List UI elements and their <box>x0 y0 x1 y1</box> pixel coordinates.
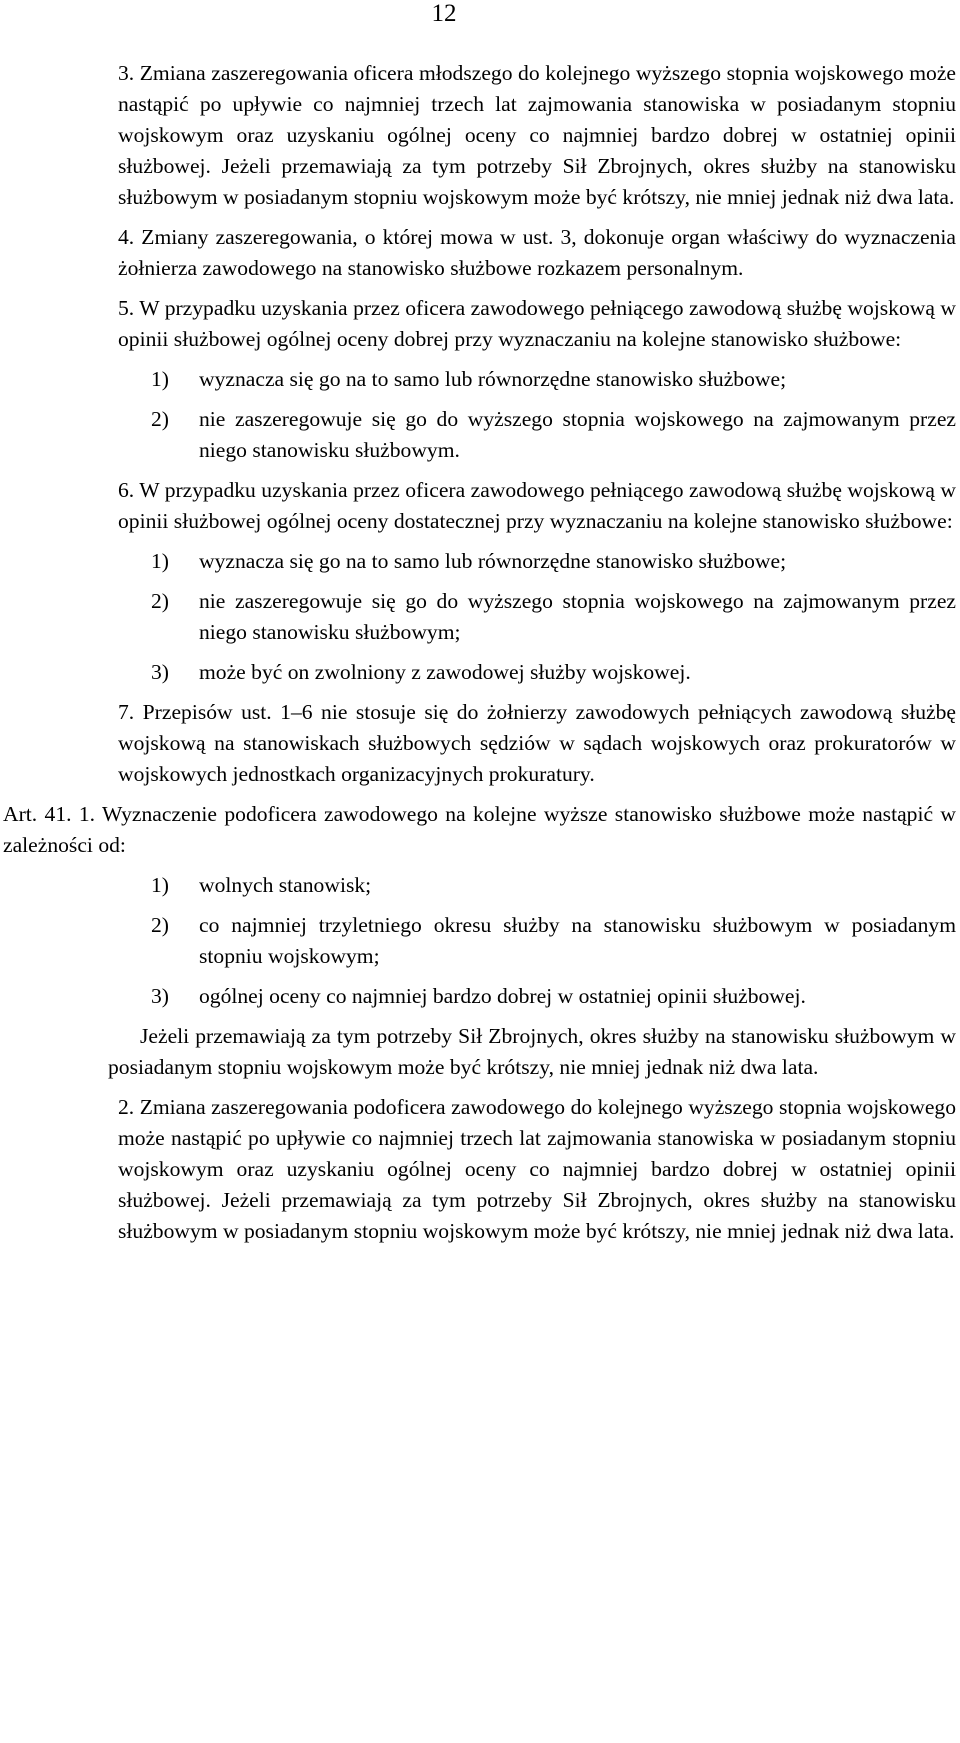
page-number: 12 <box>431 0 457 27</box>
document-body <box>3 58 956 1256</box>
paragraph-4: 4. Zmiany zaszeregowania, o której mowa w ust. 3, dokonuje organ właściwy do wyznaczenia żołnierza zawodowego na stanowisko służbowe rozkazem personalnym. <box>118 225 956 280</box>
list-item-number: 1) <box>151 367 169 391</box>
list-item <box>151 910 956 972</box>
article-41-paragraph-1-text: 1. Wyznaczenie podoficera zawodowego na kolejne wyższe stanowisko służbowe może nastąpić w zależności od: <box>3 802 956 857</box>
list-item-text: nie zaszeregowuje się go do wyższego stopnia wojskowego na zajmowanym przez niego stanowisku służbowym; <box>199 589 956 644</box>
list-item-number: 1) <box>151 549 169 573</box>
list-item-text: wyznacza się go na to samo lub równorzędne stanowisko służbowe; <box>199 367 787 391</box>
article-label: Art. 41. <box>3 802 72 826</box>
list-item <box>151 657 956 688</box>
list-item-number: 2) <box>151 589 169 613</box>
article-41-tail: Jeżeli przemawiają za tym potrzeby Sił Zbrojnych, okres służby na stanowisku służbowym w posiadanym stopniu wojskowym może być krótszy, nie mniej jednak niż dwa lata. <box>108 1024 956 1079</box>
list-item-number: 3) <box>151 984 169 1008</box>
article-41-list <box>151 870 956 1012</box>
list-item <box>151 364 956 395</box>
paragraph-7: 7. Przepisów ust. 1–6 nie stosuje się do żołnierzy zawodowych pełniących zawodową służbę wojskową na stanowiskach służbowych sędziów w sądach wojskowych oraz prokuratorów w wojskowych jednostkach organizacyjnych prokuratury. <box>118 700 956 786</box>
paragraph-5: 5. W przypadku uzyskania przez oficera zawodowego pełniącego zawodową służbę wojskową w opinii służbowej ogólnej oceny dobrej przy wyznaczaniu na kolejne stanowisko służbowe: <box>118 296 956 351</box>
list-item <box>151 981 956 1012</box>
list-item <box>151 870 956 901</box>
list-item-text: co najmniej trzyletniego okresu służby na stanowisku służbowym w posiadanym stopniu wojskowym; <box>199 913 956 968</box>
list-item-number: 1) <box>151 873 169 897</box>
list-item-text: nie zaszeregowuje się go do wyższego stopnia wojskowego na zajmowanym przez niego stanowisku służbowym. <box>199 407 956 462</box>
paragraph-6-list <box>151 546 956 688</box>
list-item-text: ogólnej oceny co najmniej bardzo dobrej w ostatniej opinii służbowej. <box>199 984 806 1008</box>
paragraph-5-list <box>151 364 956 466</box>
list-item <box>151 586 956 648</box>
paragraph-6: 6. W przypadku uzyskania przez oficera zawodowego pełniącego zawodową służbę wojskową w opinii służbowej ogólnej oceny dostatecznej przy wyznaczaniu na kolejne stanowisko służbowe: <box>118 478 956 533</box>
article-41-paragraph-2: 2. Zmiana zaszeregowania podoficera zawodowego do kolejnego wyższego stopnia wojskowego może nastąpić po upływie co najmniej trzech lat zajmowania stanowiska w posiadanym stopniu wojskowym oraz uzyskaniu ogólnej oceny co najmniej bardzo dobrej w ostatniej opinii służbowej. Jeżeli przemawiają za tym potrzeby Sił Zbrojnych, okres służby na stanowisku służbowym w posiadanym stopniu wojskowym może być krótszy, nie mniej jednak niż dwa lata. <box>118 1095 956 1243</box>
list-item-number: 2) <box>151 913 169 937</box>
article-41-paragraph-1 <box>3 799 956 861</box>
list-item-text: wyznacza się go na to samo lub równorzędne stanowisko służbowe; <box>199 549 787 573</box>
list-item-text: może być on zwolniony z zawodowej służby wojskowej. <box>199 660 691 684</box>
list-item-number: 2) <box>151 407 169 431</box>
list-item-text: wolnych stanowisk; <box>199 873 372 897</box>
list-item <box>151 404 956 466</box>
paragraph-3: 3. Zmiana zaszeregowania oficera młodszego do kolejnego wyższego stopnia wojskowego może nastąpić po upływie co najmniej trzech lat zajmowania stanowiska w posiadanym stopniu wojskowym oraz uzyskaniu ogólnej oceny co najmniej bardzo dobrej w ostatniej opinii służbowej. Jeżeli przemawiają za tym potrzeby Sił Zbrojnych, okres służby na stanowisku służbowym w posiadanym stopniu wojskowym może być krótszy, nie mniej jednak niż dwa lata. <box>118 61 956 209</box>
list-item-number: 3) <box>151 660 169 684</box>
list-item <box>151 546 956 577</box>
